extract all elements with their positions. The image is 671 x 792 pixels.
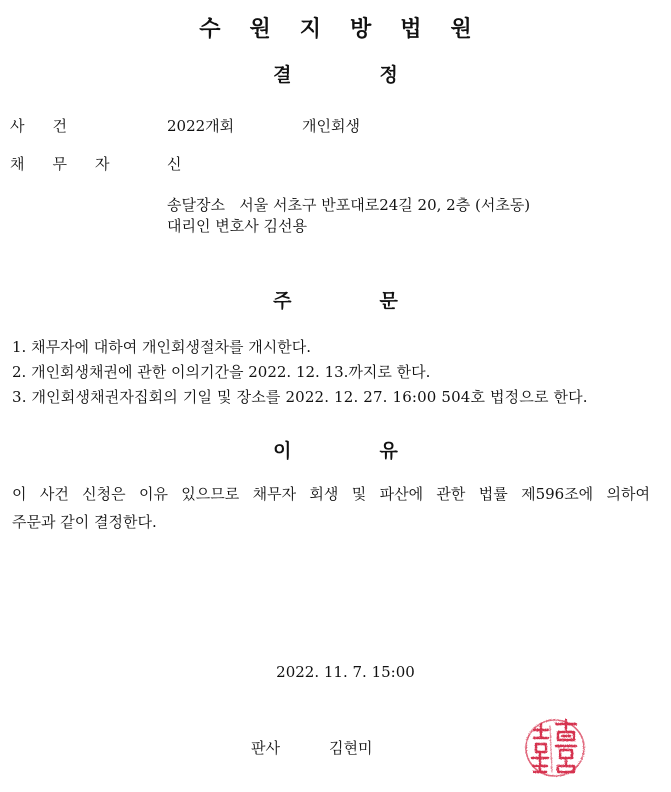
order-item-3: 3. 개인회생채권자집회의 기일 및 장소를 2022. 12. 27. 16:00 504호 법정으로 한다.	[12, 388, 588, 406]
case-type: 개인회생	[302, 117, 360, 135]
delivery-address: 송달장소 서울 서초구 반포대로24길 20, 2층 (서초동)	[167, 196, 531, 214]
judge-name: 김현미	[329, 739, 373, 757]
judge-title: 판사	[251, 739, 280, 757]
debtor-name: 신	[167, 155, 182, 173]
document-type-title: 결정	[273, 64, 486, 86]
debtor-label: 채무자	[10, 155, 138, 173]
order-item-1: 1. 채무자에 대하여 개인회생절차를 개시한다.	[12, 338, 311, 356]
judge-seal-stamp	[522, 714, 588, 780]
reason-text-line-1: 이 사건 신청은 이유 있으므로 채무자 회생 및 파산에 관한 법률 제596조에 의하여	[12, 485, 650, 503]
legal-agent: 대리인 변호사 김선용	[167, 217, 307, 235]
reason-text-line-2: 주문과 같이 결정한다.	[12, 513, 157, 531]
case-number: 2022개회	[167, 117, 235, 135]
decision-datetime: 2022. 11. 7. 15:00	[276, 663, 415, 681]
order-item-2: 2. 개인회생채권에 관한 이의기간을 2022. 12. 13.까지로 한다.	[12, 363, 431, 381]
court-name: 수원지방법원	[199, 17, 501, 42]
case-label: 사건	[10, 117, 95, 135]
reason-heading: 이유	[273, 440, 486, 462]
order-heading: 주문	[273, 290, 486, 312]
